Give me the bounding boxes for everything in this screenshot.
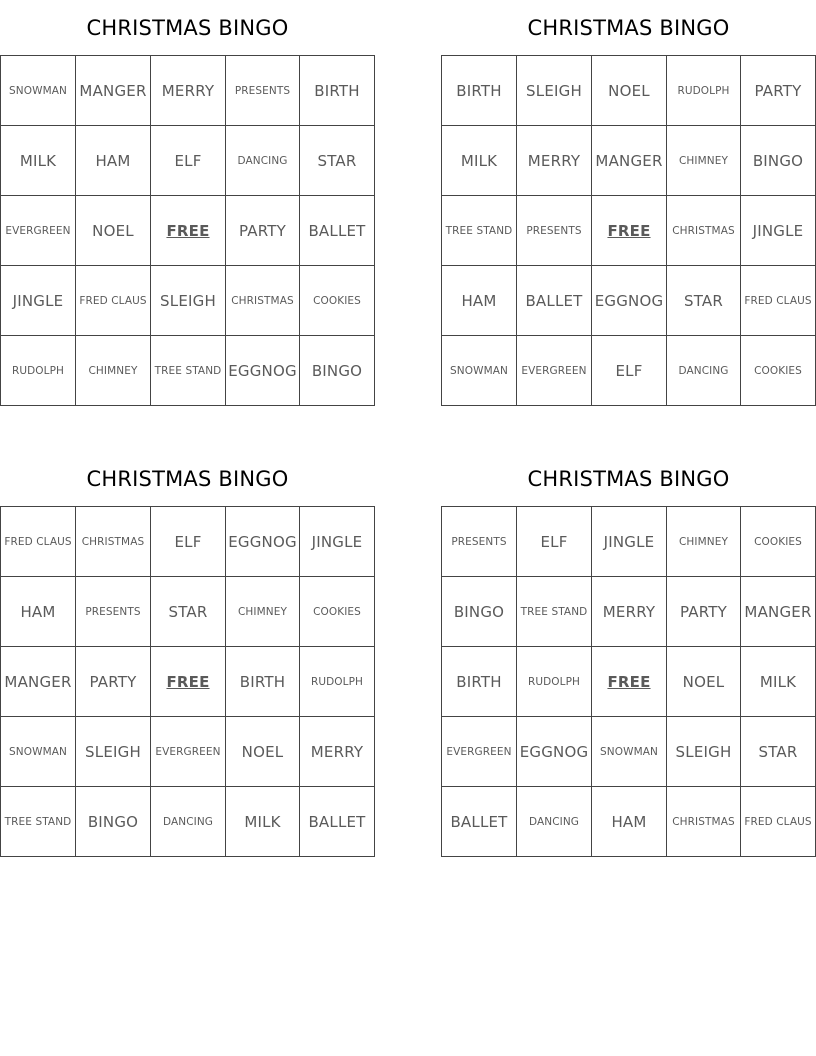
free-space-cell: FREE bbox=[592, 647, 667, 717]
bingo-cell: EVERGREEN bbox=[151, 717, 226, 787]
bingo-cell: MANGER bbox=[1, 647, 76, 717]
bingo-cell: BALLET bbox=[442, 787, 517, 857]
bingo-cell: COOKIES bbox=[741, 336, 816, 406]
bingo-cell: PRESENTS bbox=[76, 577, 151, 647]
bingo-cell: JINGLE bbox=[300, 507, 375, 577]
bingo-cell: FRED CLAUS bbox=[741, 266, 816, 336]
bingo-cell: HAM bbox=[442, 266, 517, 336]
bingo-cell: MILK bbox=[741, 647, 816, 717]
card-title: CHRISTMAS BINGO bbox=[527, 16, 730, 40]
bingo-cell: ELF bbox=[592, 336, 667, 406]
bingo-cell: CHIMNEY bbox=[667, 507, 741, 577]
bingo-cell: MERRY bbox=[300, 717, 375, 787]
free-space-cell: FREE bbox=[151, 196, 226, 266]
bingo-cell: TREE STAND bbox=[151, 336, 226, 406]
bingo-cell: PARTY bbox=[226, 196, 300, 266]
free-space-cell: FREE bbox=[592, 196, 667, 266]
bingo-cell: CHRISTMAS bbox=[667, 787, 741, 857]
bingo-cell: ELF bbox=[517, 507, 592, 577]
bingo-cell: CHIMNEY bbox=[667, 126, 741, 196]
bingo-cell: SLEIGH bbox=[517, 56, 592, 126]
bingo-cell: MANGER bbox=[76, 56, 151, 126]
bingo-cell: BINGO bbox=[741, 126, 816, 196]
bingo-cell: ELF bbox=[151, 507, 226, 577]
bingo-cell: EVERGREEN bbox=[442, 717, 517, 787]
bingo-cell: TREE STAND bbox=[1, 787, 76, 857]
bingo-grid bbox=[0, 55, 375, 406]
bingo-cell: TREE STAND bbox=[517, 577, 592, 647]
bingo-cell: BIRTH bbox=[226, 647, 300, 717]
bingo-cell: DANCING bbox=[517, 787, 592, 857]
bingo-cell: STAR bbox=[667, 266, 741, 336]
bingo-cell: MANGER bbox=[592, 126, 667, 196]
bingo-card-2 bbox=[441, 0, 816, 406]
bingo-cell: STAR bbox=[741, 717, 816, 787]
card-title: CHRISTMAS BINGO bbox=[527, 467, 730, 491]
bingo-cell: PARTY bbox=[741, 56, 816, 126]
bingo-cell: STAR bbox=[151, 577, 226, 647]
bingo-cell: NOEL bbox=[667, 647, 741, 717]
bingo-cell: SNOWMAN bbox=[592, 717, 667, 787]
bingo-cell: BINGO bbox=[76, 787, 151, 857]
bingo-cell: TREE STAND bbox=[442, 196, 517, 266]
bingo-cell: SLEIGH bbox=[151, 266, 226, 336]
bingo-cell: PRESENTS bbox=[442, 507, 517, 577]
bingo-cell: MERRY bbox=[517, 126, 592, 196]
bingo-cell: NOEL bbox=[76, 196, 151, 266]
bingo-grid bbox=[0, 506, 375, 857]
bingo-cell: EGGNOG bbox=[226, 336, 300, 406]
bingo-cell: MANGER bbox=[741, 577, 816, 647]
bingo-cell: MERRY bbox=[592, 577, 667, 647]
bingo-grid bbox=[441, 506, 816, 857]
bingo-cell: HAM bbox=[592, 787, 667, 857]
bingo-cell: JINGLE bbox=[592, 507, 667, 577]
bingo-cell: FRED CLAUS bbox=[76, 266, 151, 336]
bingo-cell: PRESENTS bbox=[517, 196, 592, 266]
bingo-cell: DANCING bbox=[667, 336, 741, 406]
bingo-cell: BINGO bbox=[300, 336, 375, 406]
bingo-cell: RUDOLPH bbox=[667, 56, 741, 126]
bingo-cell: FRED CLAUS bbox=[741, 787, 816, 857]
bingo-cell: SNOWMAN bbox=[442, 336, 517, 406]
bingo-card-4 bbox=[441, 451, 816, 857]
bingo-cell: JINGLE bbox=[741, 196, 816, 266]
bingo-cell: COOKIES bbox=[300, 577, 375, 647]
bingo-cell: BINGO bbox=[442, 577, 517, 647]
free-space-cell: FREE bbox=[151, 647, 226, 717]
bingo-cell: SNOWMAN bbox=[1, 717, 76, 787]
bingo-cell: NOEL bbox=[226, 717, 300, 787]
bingo-cell: HAM bbox=[76, 126, 151, 196]
bingo-cell: CHRISTMAS bbox=[667, 196, 741, 266]
bingo-cell: SLEIGH bbox=[76, 717, 151, 787]
card-title: CHRISTMAS BINGO bbox=[86, 467, 289, 491]
bingo-cell: CHRISTMAS bbox=[76, 507, 151, 577]
bingo-cell: BALLET bbox=[300, 196, 375, 266]
bingo-cell: RUDOLPH bbox=[1, 336, 76, 406]
bingo-cell: COOKIES bbox=[741, 507, 816, 577]
bingo-cell: DANCING bbox=[151, 787, 226, 857]
bingo-grid bbox=[441, 55, 816, 406]
card-title: CHRISTMAS BINGO bbox=[86, 16, 289, 40]
bingo-cell: CHIMNEY bbox=[76, 336, 151, 406]
bingo-cell: RUDOLPH bbox=[300, 647, 375, 717]
bingo-cell: MILK bbox=[442, 126, 517, 196]
bingo-cell: MERRY bbox=[151, 56, 226, 126]
bingo-cell: RUDOLPH bbox=[517, 647, 592, 717]
bingo-cell: PARTY bbox=[76, 647, 151, 717]
bingo-cell: DANCING bbox=[226, 126, 300, 196]
bingo-cell: ELF bbox=[151, 126, 226, 196]
bingo-cell: EGGNOG bbox=[226, 507, 300, 577]
bingo-cell: PARTY bbox=[667, 577, 741, 647]
bingo-cell: STAR bbox=[300, 126, 375, 196]
bingo-cell: MILK bbox=[1, 126, 76, 196]
bingo-cell: MILK bbox=[226, 787, 300, 857]
bingo-cell: SNOWMAN bbox=[1, 56, 76, 126]
bingo-card-1 bbox=[0, 0, 375, 406]
bingo-cell: EGGNOG bbox=[517, 717, 592, 787]
bingo-cell: EVERGREEN bbox=[1, 196, 76, 266]
bingo-cell: SLEIGH bbox=[667, 717, 741, 787]
bingo-cell: CHRISTMAS bbox=[226, 266, 300, 336]
bingo-cell: COOKIES bbox=[300, 266, 375, 336]
bingo-cell: EGGNOG bbox=[592, 266, 667, 336]
bingo-cell: NOEL bbox=[592, 56, 667, 126]
bingo-cell: EVERGREEN bbox=[517, 336, 592, 406]
bingo-cell: BIRTH bbox=[300, 56, 375, 126]
bingo-cell: BIRTH bbox=[442, 647, 517, 717]
bingo-card-3 bbox=[0, 451, 375, 857]
bingo-cell: HAM bbox=[1, 577, 76, 647]
bingo-cell: PRESENTS bbox=[226, 56, 300, 126]
bingo-cell: BALLET bbox=[300, 787, 375, 857]
bingo-cell: BALLET bbox=[517, 266, 592, 336]
bingo-cell: JINGLE bbox=[1, 266, 76, 336]
bingo-cell: CHIMNEY bbox=[226, 577, 300, 647]
bingo-cell: FRED CLAUS bbox=[1, 507, 76, 577]
bingo-cell: BIRTH bbox=[442, 56, 517, 126]
